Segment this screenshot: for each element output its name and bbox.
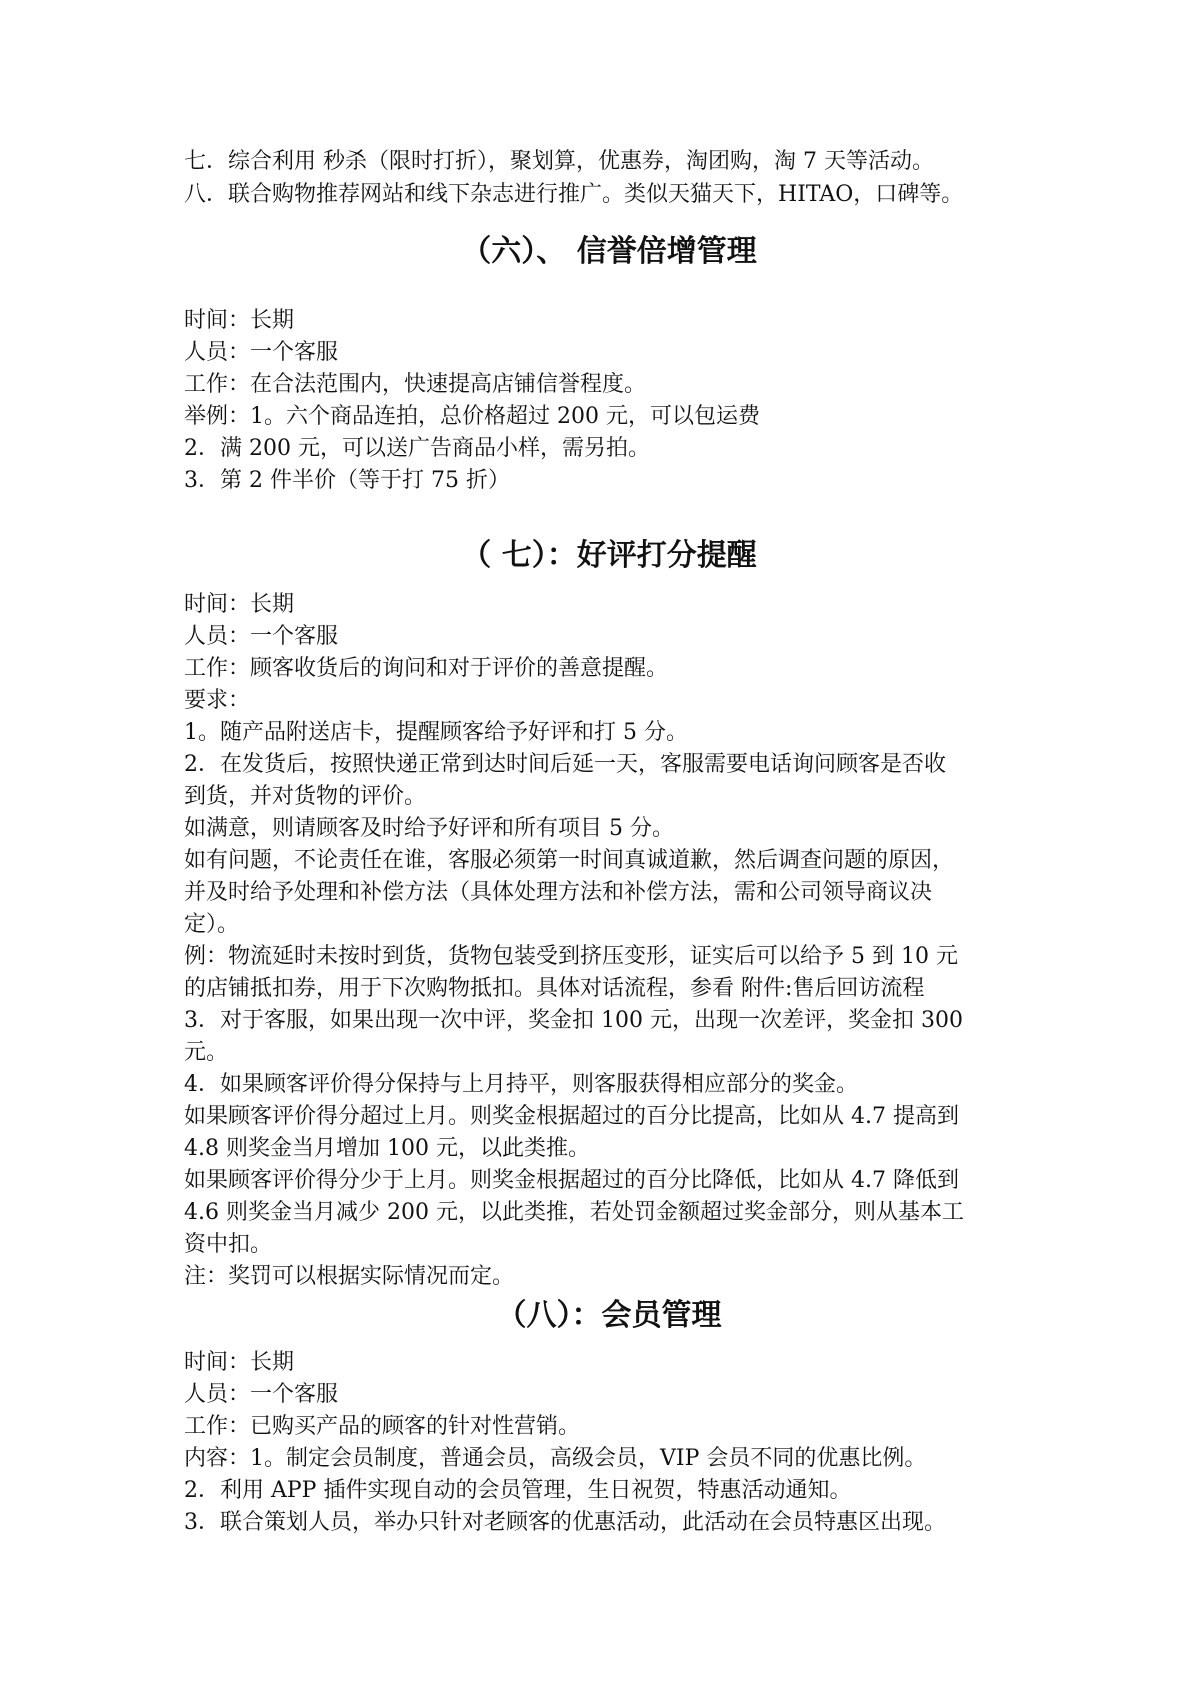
text-line: 到货，并对货物的评价。 bbox=[184, 784, 427, 809]
text-line: 2．利用 APP 插件实现自动的会员管理，生日祝贺，特惠活动通知。 bbox=[184, 1478, 852, 1503]
text-line: 2．满 200 元，可以送广告商品小样，需另拍。 bbox=[184, 436, 650, 461]
text-line: 4.8 则奖金当月增加 100 元，以此类推。 bbox=[184, 1136, 590, 1161]
text-line: 人员：一个客服 bbox=[184, 624, 339, 649]
section-heading: （ 七）：好评打分提醒 bbox=[461, 538, 757, 573]
text-line: 工作：已购买产品的顾客的针对性营销。 bbox=[184, 1414, 581, 1439]
text-line: 1。随产品附送店卡，提醒顾客给予好评和打 5 分。 bbox=[184, 720, 688, 745]
text-line: 时间：长期 bbox=[184, 592, 295, 617]
text-line: 如果顾客评价得分少于上月。则奖金根据超过的百分比降低，比如从 4.7 降低到 bbox=[184, 1168, 959, 1193]
text-line: 人员：一个客服 bbox=[184, 340, 339, 365]
text-line: 4.6 则奖金当月减少 200 元，以此类推，若处罚金额超过奖金部分，则从基本工 bbox=[184, 1200, 964, 1225]
text-line: 并及时给予处理和补偿方法（具体处理方法和补偿方法，需和公司领导商议决 bbox=[184, 880, 933, 905]
text-line: 时间：长期 bbox=[184, 1350, 295, 1375]
text-line: 的店铺抵扣券，用于下次购物抵扣。具体对话流程，参看 附件:售后回访流程 bbox=[184, 976, 925, 1001]
text-line: 举例：1。六个商品连拍，总价格超过 200 元，可以包运费 bbox=[184, 404, 760, 429]
text-line: 资中扣。 bbox=[184, 1232, 273, 1257]
section-heading: （六）、 信誉倍增管理 bbox=[461, 234, 757, 269]
text-line: 人员：一个客服 bbox=[184, 1382, 339, 1407]
text-line: 七．综合利用 秒杀（限时打折），聚划算，优惠券，淘团购，淘 7 天等活动。 bbox=[184, 149, 934, 174]
text-line: 如果顾客评价得分超过上月。则奖金根据超过的百分比提高，比如从 4.7 提高到 bbox=[184, 1104, 959, 1129]
text-line: 3．联合策划人员，举办只针对老顾客的优惠活动，此活动在会员特惠区出现。 bbox=[184, 1510, 946, 1535]
text-line: 如有问题，不论责任在谁，客服必须第一时间真诚道歉，然后调查问题的原因， bbox=[184, 848, 955, 873]
section-heading: （八）：会员管理 bbox=[496, 1298, 722, 1333]
text-line: 例：物流延时未按时到货，货物包装受到挤压变形，证实后可以给予 5 到 10 元 bbox=[184, 944, 958, 969]
text-line: 如满意，则请顾客及时给予好评和所有项目 5 分。 bbox=[184, 816, 674, 841]
text-line: 定）。 bbox=[184, 912, 240, 937]
text-line: 内容：1。制定会员制度，普通会员，高级会员，VIP 会员不同的优惠比例。 bbox=[184, 1446, 927, 1471]
text-line: 工作：在合法范围内，快速提高店铺信誉程度。 bbox=[184, 372, 647, 397]
text-line: 注：奖罚可以根据实际情况而定。 bbox=[184, 1264, 515, 1289]
text-line: 元。 bbox=[184, 1040, 229, 1065]
text-line: 八．联合购物推荐网站和线下杂志进行推广。类似天猫天下，HITAO，口碑等。 bbox=[184, 182, 964, 207]
text-line: 2．在发货后，按照快递正常到达时间后延一天，客服需要电话询问顾客是否收 bbox=[184, 752, 946, 777]
text-line: 工作：顾客收货后的询问和对于评价的善意提醒。 bbox=[184, 656, 669, 681]
text-line: 3．对于客服，如果出现一次中评，奖金扣 100 元，出现一次差评，奖金扣 300 bbox=[184, 1008, 963, 1033]
text-line: 3．第 2 件半价（等于打 75 折） bbox=[184, 468, 510, 493]
text-line: 要求： bbox=[184, 688, 251, 713]
text-line: 时间：长期 bbox=[184, 308, 295, 333]
text-line: 4．如果顾客评价得分保持与上月持平，则客服获得相应部分的奖金。 bbox=[184, 1072, 858, 1097]
